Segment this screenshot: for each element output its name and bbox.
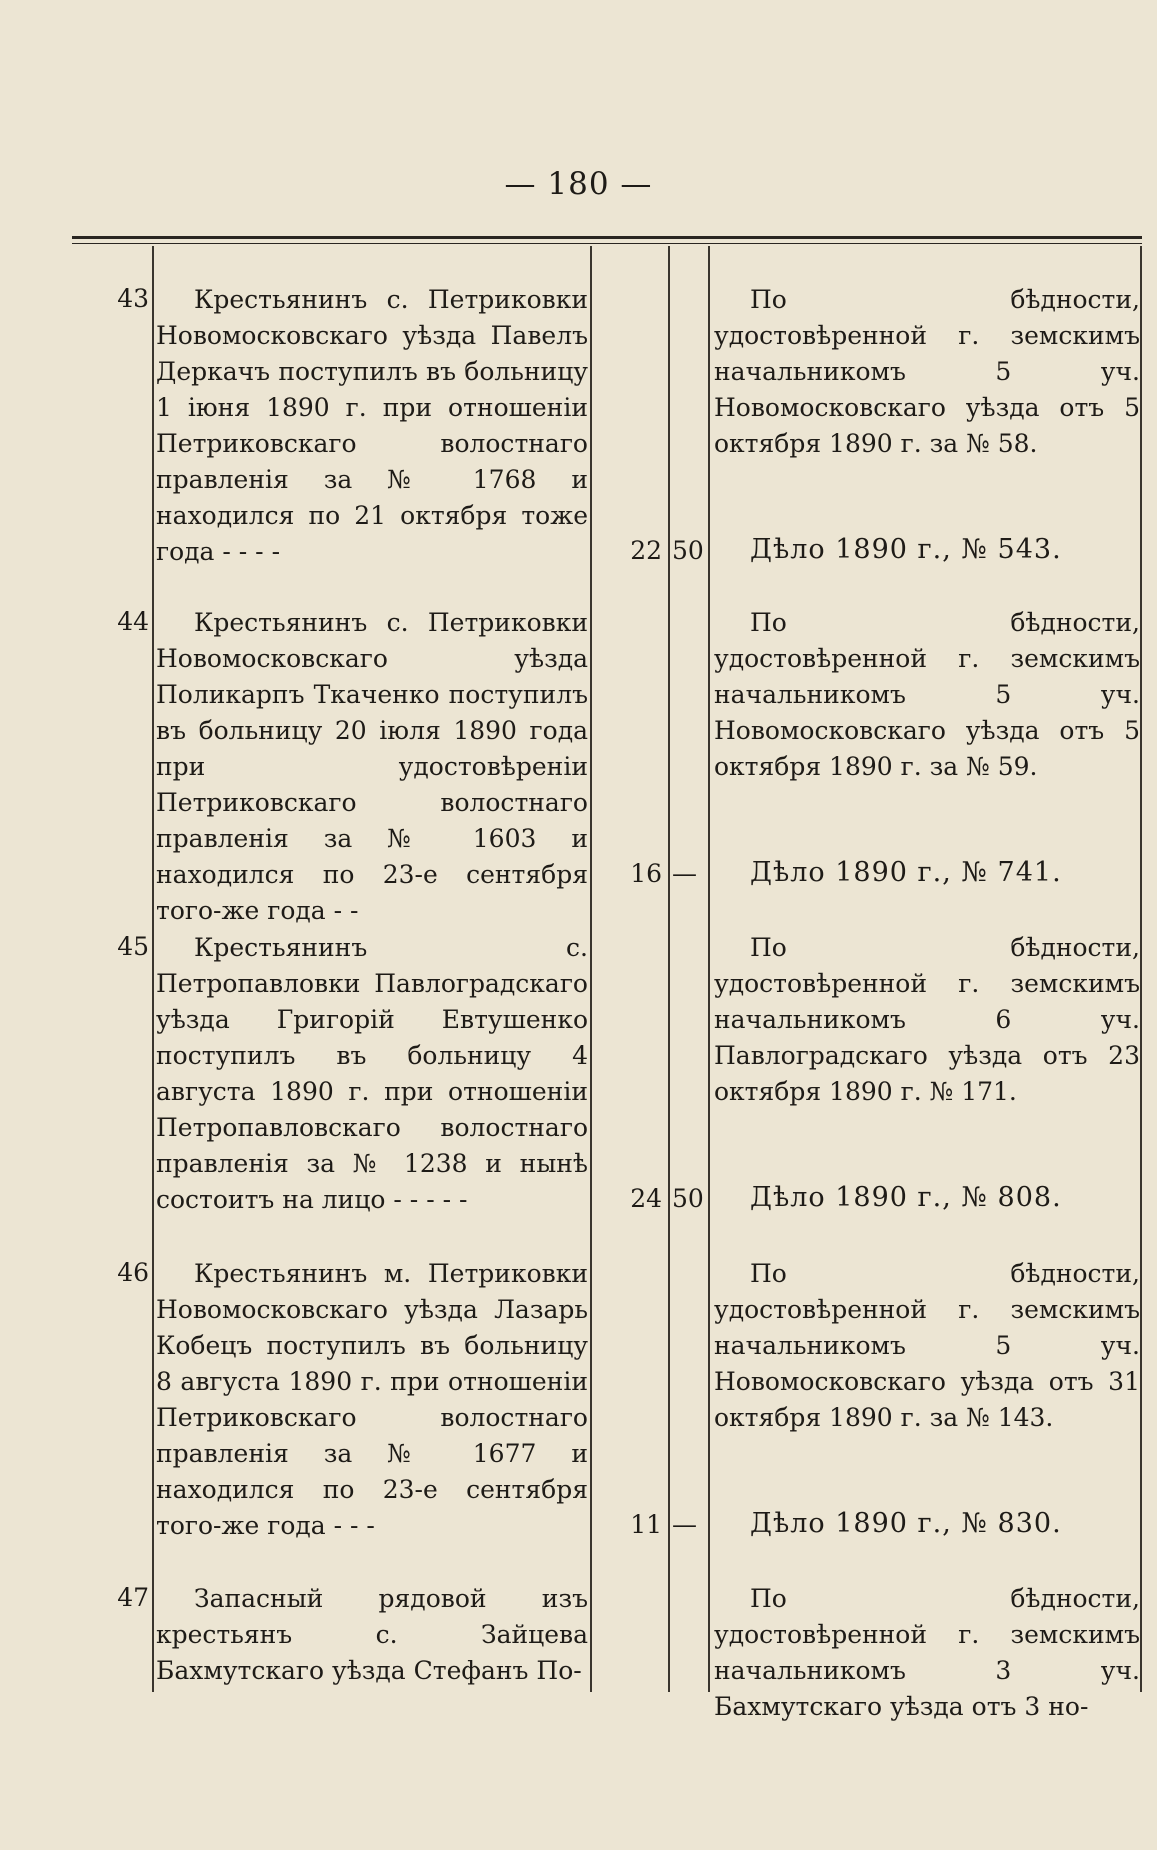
- column-divider-rubles: [668, 246, 670, 1692]
- entry-case: Дѣло 1890 г., № 808.: [750, 1182, 1062, 1213]
- column-divider-number: [152, 246, 154, 1692]
- entry-basis: По бѣдности, удостовѣренной г. земскимъ начальникомъ 6 уч. Павлоградскаго уѣзда отъ 23 октября 1890 г. № 171.: [714, 933, 1140, 1106]
- table-top-rule: [72, 236, 1142, 239]
- entry-kopecks: —: [672, 859, 697, 888]
- page-number: — 180 —: [504, 166, 653, 202]
- table-top-rule-thin: [72, 243, 1142, 244]
- entry-case: Дѣло 1890 г., № 741.: [750, 857, 1062, 888]
- entry-case: Дѣло 1890 г., № 543.: [750, 534, 1062, 565]
- column-divider-kopecks: [708, 246, 710, 1692]
- entry-basis: По бѣдности, удостовѣренной г. земскимъ начальникомъ 5 уч. Новомосковскаго уѣзда отъ 5 октября 1890 г. за № 58.: [714, 285, 1140, 458]
- entry-kopecks: —: [672, 1510, 697, 1539]
- entry-number: 43: [117, 284, 149, 313]
- entry-rubles: 24: [630, 1184, 662, 1213]
- entry-case: Дѣло 1890 г., № 830.: [750, 1508, 1062, 1539]
- entry-description: Запасный рядовой изъ крестьянъ с. Зайцева Бахмутскаго уѣзда Стефанъ По-: [156, 1584, 588, 1685]
- entry-description: Крестьянинъ с. Петропавловки Павлоградскаго уѣзда Григорій Евтушенко поступилъ въ больницу 4 августа 1890 г. при отношеніи Петропавловскаго волостнаго правленія за № 1238 и нынѣ состоитъ на лицо - - - - -: [156, 933, 588, 1214]
- entry-description: Крестьянинъ с. Петриковки Новомосковскаго уѣзда Павелъ Деркачъ поступилъ въ больницу 1 іюня 1890 г. при отношеніи Петриковскаго волостнаго правленія за № 1768 и находился по 21 октября тоже года - - - -: [156, 285, 588, 566]
- entry-number: 44: [117, 607, 149, 636]
- entry-kopecks: 50: [672, 1184, 704, 1213]
- entry-rubles: 22: [630, 536, 662, 565]
- entry-description: Крестьянинъ с. Петриковки Новомосковскаго уѣзда Поликарпъ Ткаченко поступилъ въ больницу 20 іюля 1890 года при удостовѣреніи Петриковскаго волостнаго правленія за № 1603 и находился по 23-е сентября того-же года - -: [156, 608, 588, 925]
- entry-kopecks: 50: [672, 536, 704, 565]
- entry-rubles: 16: [630, 859, 662, 888]
- entry-number: 45: [117, 932, 149, 961]
- entry-number: 47: [117, 1583, 149, 1612]
- column-divider-description: [590, 246, 592, 1692]
- entry-number: 46: [117, 1258, 149, 1287]
- entry-description: Крестьянинъ м. Петриковки Новомосковскаго уѣзда Лазарь Кобецъ поступилъ въ больницу 8 августа 1890 г. при отношеніи Петриковскаго волостнаго правленія за № 1677 и находился по 23-е сентября того-же года - - -: [156, 1259, 588, 1540]
- entry-basis: По бѣдности, удостовѣренной г. земскимъ начальникомъ 5 уч. Новомосковскаго уѣзда отъ 31 октября 1890 г. за № 143.: [714, 1259, 1140, 1432]
- entry-basis: По бѣдности, удостовѣренной г. земскимъ начальникомъ 5 уч. Новомосковскаго уѣзда отъ 5 октября 1890 г. за № 59.: [714, 608, 1140, 781]
- entry-rubles: 11: [630, 1510, 662, 1539]
- column-divider-right: [1140, 246, 1142, 1692]
- entry-basis: По бѣдности, удостовѣренной г. земскимъ начальникомъ 3 уч. Бахмутскаго уѣзда отъ 3 но-: [714, 1584, 1140, 1721]
